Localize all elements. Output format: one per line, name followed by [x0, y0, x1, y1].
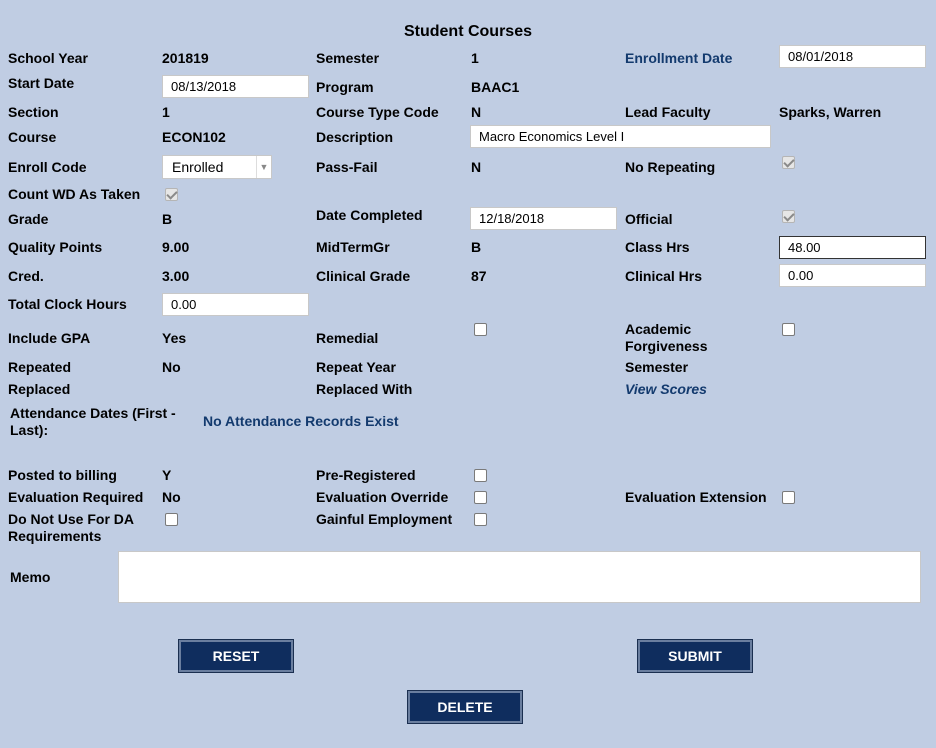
- grade-label: Grade: [8, 211, 49, 227]
- enroll-code-label: Enroll Code: [8, 159, 87, 175]
- total-clock-hours-label: Total Clock Hours: [8, 296, 127, 312]
- clinical-hrs-input[interactable]: [779, 264, 926, 287]
- evaluation-required-label: Evaluation Required: [8, 489, 144, 505]
- repeat-year-label: Repeat Year: [316, 359, 396, 375]
- school-year-label: School Year: [8, 50, 88, 66]
- no-repeating-checkbox[interactable]: [782, 156, 795, 169]
- submit-button[interactable]: SUBMIT: [638, 640, 752, 672]
- start-date-input[interactable]: [162, 75, 309, 98]
- lead-faculty-label: Lead Faculty: [625, 104, 711, 120]
- clinical-hrs-label: Clinical Hrs: [625, 268, 703, 284]
- pass-fail-value: N: [471, 159, 482, 175]
- quality-points-value: 9.00: [162, 239, 190, 255]
- do-not-use-for-da-label-line1: Do Not Use For DA: [8, 511, 134, 527]
- chevron-down-icon: ▼: [256, 156, 271, 178]
- posted-to-billing-label: Posted to billing: [8, 467, 117, 483]
- program-value: BAAC1: [471, 79, 520, 95]
- repeated-value: No: [162, 359, 181, 375]
- program-label: Program: [316, 79, 374, 95]
- section-label: Section: [8, 104, 59, 120]
- evaluation-required-value: No: [162, 489, 181, 505]
- semester-label: Semester: [316, 50, 380, 66]
- clinical-grade-label: Clinical Grade: [316, 268, 411, 284]
- pass-fail-label: Pass-Fail: [316, 159, 378, 175]
- enroll-code-selected-value: Enrolled: [172, 159, 224, 175]
- count-wd-as-taken-label: Count WD As Taken: [8, 186, 141, 202]
- class-hrs-label: Class Hrs: [625, 239, 690, 255]
- evaluation-extension-label: Evaluation Extension: [625, 489, 767, 505]
- enrollment-date-input[interactable]: [779, 45, 926, 68]
- pre-registered-checkbox[interactable]: [474, 469, 487, 482]
- midterm-gr-value: B: [471, 239, 482, 255]
- view-scores-link[interactable]: View Scores: [625, 381, 707, 397]
- replaced-label: Replaced: [8, 381, 71, 397]
- date-completed-label: Date Completed: [316, 207, 423, 223]
- repeat-semester-label: Semester: [625, 359, 689, 375]
- cred-value: 3.00: [162, 268, 190, 284]
- course-value: ECON102: [162, 129, 226, 145]
- class-hrs-input[interactable]: [779, 236, 926, 259]
- remedial-checkbox[interactable]: [474, 323, 487, 336]
- attendance-dates-label-line2: Last):: [10, 422, 49, 438]
- include-gpa-label: Include GPA: [8, 330, 91, 346]
- gainful-employment-label: Gainful Employment: [316, 511, 453, 527]
- remedial-label: Remedial: [316, 330, 379, 346]
- posted-to-billing-value: Y: [162, 467, 172, 483]
- midterm-gr-label: MidTermGr: [316, 239, 390, 255]
- official-checkbox[interactable]: [782, 210, 795, 223]
- lead-faculty-value: Sparks, Warren: [779, 104, 882, 120]
- no-attendance-message: No Attendance Records Exist: [203, 413, 399, 429]
- cred-label: Cred.: [8, 268, 44, 284]
- memo-textarea[interactable]: [118, 551, 921, 603]
- no-repeating-label: No Repeating: [625, 159, 716, 175]
- academic-forgiveness-label-line1: Academic: [625, 321, 692, 337]
- course-type-code-label: Course Type Code: [316, 104, 439, 120]
- description-input[interactable]: [470, 125, 771, 148]
- start-date-label: Start Date: [8, 75, 75, 91]
- memo-label: Memo: [10, 569, 51, 585]
- page-title: Student Courses: [403, 23, 532, 40]
- academic-forgiveness-checkbox[interactable]: [782, 323, 795, 336]
- evaluation-override-checkbox[interactable]: [474, 491, 487, 504]
- count-wd-as-taken-checkbox[interactable]: [165, 188, 178, 201]
- enroll-code-select[interactable]: [162, 155, 272, 179]
- date-completed-input[interactable]: [470, 207, 617, 230]
- repeated-label: Repeated: [8, 359, 72, 375]
- quality-points-label: Quality Points: [8, 239, 103, 255]
- include-gpa-value: Yes: [162, 330, 187, 346]
- official-label: Official: [625, 211, 673, 227]
- course-type-code-value: N: [471, 104, 482, 120]
- delete-button[interactable]: DELETE: [408, 691, 522, 723]
- course-label: Course: [8, 129, 57, 145]
- pre-registered-label: Pre-Registered: [316, 467, 416, 483]
- do-not-use-for-da-checkbox[interactable]: [165, 513, 178, 526]
- academic-forgiveness-label-line2: Forgiveness: [625, 338, 708, 354]
- attendance-dates-label-line1: Attendance Dates (First -: [10, 405, 176, 421]
- total-clock-hours-input[interactable]: [162, 293, 309, 316]
- enrollment-date-label: Enrollment Date: [625, 50, 733, 66]
- evaluation-extension-checkbox[interactable]: [782, 491, 795, 504]
- clinical-grade-value: 87: [471, 268, 487, 284]
- description-label: Description: [316, 129, 394, 145]
- evaluation-override-label: Evaluation Override: [316, 489, 449, 505]
- section-value: 1: [162, 104, 170, 120]
- school-year-value: 201819: [162, 50, 209, 66]
- grade-value: B: [162, 211, 173, 227]
- gainful-employment-checkbox[interactable]: [474, 513, 487, 526]
- semester-value: 1: [471, 50, 479, 66]
- reset-button[interactable]: RESET: [179, 640, 293, 672]
- do-not-use-for-da-label-line2: Requirements: [8, 528, 102, 544]
- replaced-with-label: Replaced With: [316, 381, 413, 397]
